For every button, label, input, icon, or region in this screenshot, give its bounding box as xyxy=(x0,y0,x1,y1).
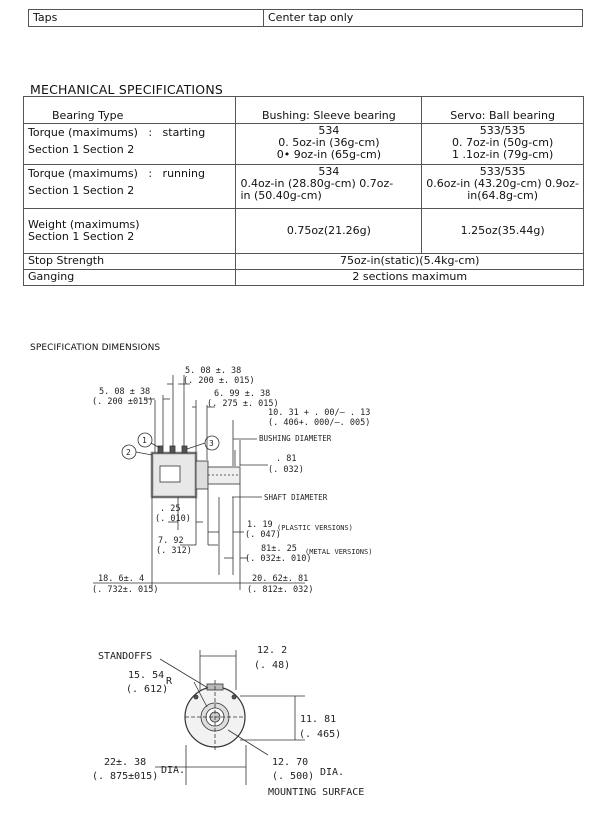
weight-sleeve: 0.75oz(21.26g) xyxy=(236,209,422,254)
mechanical-table xyxy=(23,96,584,286)
header-ball: Servo: Ball bearing xyxy=(422,97,584,124)
cell-line: 0. 5oz-in (36g-cm) xyxy=(278,136,380,149)
dim-label: (. 612) xyxy=(126,684,169,695)
header-bearing-type: Bearing Type xyxy=(24,97,236,124)
cell-line: in(64.8g-cm) xyxy=(467,189,539,202)
dim-label: (. 500) xyxy=(272,771,315,782)
terminal-1-label: 1 xyxy=(142,436,147,445)
mounting-surface-label: MOUNTING SURFACE xyxy=(268,787,365,798)
header-sleeve: Bushing: Sleeve bearing xyxy=(236,97,422,124)
stop-label: Stop Strength xyxy=(24,254,236,270)
ganging-value: 2 sections maximum xyxy=(236,270,584,286)
bushing-diameter-label: BUSHING DIAMETER xyxy=(259,434,332,443)
dim-label: 5. 08 ± 38 xyxy=(99,387,151,397)
dim-label: DIA. xyxy=(320,767,345,778)
terminal-2-label: 2 xyxy=(126,448,131,457)
cell-line: 534 xyxy=(318,124,340,137)
table-row xyxy=(24,165,584,209)
row-label: Torque (maximums) : running xyxy=(28,167,205,180)
stop-value: 75oz-in(static)(5.4kg-cm) xyxy=(236,254,584,270)
shaft xyxy=(208,467,240,484)
dim-label: 7. 92 xyxy=(158,536,184,546)
dim-label: (. 406+. 000/–. 005) xyxy=(268,418,371,428)
dim-label: (. 875±015) xyxy=(92,771,159,782)
dim-label: 1. 19 xyxy=(247,520,273,530)
dim-label: (. 465) xyxy=(299,729,342,740)
dim-label: 18. 6±. 4 xyxy=(98,574,145,584)
dim-label: . 81 xyxy=(276,454,297,464)
terminal-3-label: 3 xyxy=(209,439,214,448)
dim-label: (. 047) xyxy=(245,530,281,540)
metal-versions-label: (METAL VERSIONS) xyxy=(305,548,373,556)
table-header-row xyxy=(24,97,584,124)
taps-value: Center tap only xyxy=(264,10,583,27)
row-sublabel: Section 1 Section 2 xyxy=(28,184,135,197)
dim-label: 11. 81 xyxy=(300,714,337,725)
shaft-diameter-label: SHAFT DIAMETER xyxy=(264,493,328,502)
bushing xyxy=(196,461,208,489)
table-row xyxy=(24,254,584,270)
row-label: Weight (maximums) xyxy=(28,218,140,231)
torque-run-sleeve xyxy=(236,165,422,209)
dim-label: 20. 62±. 81 xyxy=(252,574,309,584)
plastic-versions-label: (PLASTIC VERSIONS) xyxy=(277,524,353,532)
torque-run-ball xyxy=(422,165,584,209)
standoffs-label: STANDOFFS xyxy=(98,651,153,662)
dim-label: (. 200 ±. 015) xyxy=(183,376,255,386)
dim-label: (. 48) xyxy=(254,660,291,671)
table-row xyxy=(29,10,583,27)
cell-line: 533/535 xyxy=(479,124,526,137)
taps-label: Taps xyxy=(29,10,264,27)
dim-label: (. 732±. 015) xyxy=(92,585,159,595)
dim-label: 12. 2 xyxy=(257,645,288,656)
section-title: MECHANICAL SPECIFICATIONS xyxy=(30,82,224,97)
dim-label: 22±. 38 xyxy=(104,757,147,768)
cell-line: 0.4oz-in (28.80g-cm) 0.7oz- xyxy=(240,177,394,190)
row-sublabel: Section 1 Section 2 xyxy=(28,143,135,156)
cell-line: in (50.40g-cm) xyxy=(240,189,322,202)
dim-label: DIA. xyxy=(161,765,186,776)
cell-line: 0.6oz-in (43.20g-cm) 0.9oz- xyxy=(426,177,579,190)
weight-label xyxy=(24,209,236,254)
dim-label: (. 312) xyxy=(156,546,192,556)
torque-start-label xyxy=(24,124,236,165)
dim-label: 15. 54 xyxy=(128,670,165,681)
dim-label: (. 032) xyxy=(268,465,304,475)
row-label: Torque (maximums) : starting xyxy=(28,126,206,139)
taps-table xyxy=(28,9,583,27)
dim-label: 81±. 25 xyxy=(261,544,297,554)
dim-label: 10. 31 + . 00/– . 13 xyxy=(268,408,371,418)
dim-label: . 25 xyxy=(160,504,181,514)
cell-line: 0. 7oz-in (50g-cm) xyxy=(451,136,554,149)
table-row xyxy=(24,270,584,286)
dim-label: 6. 99 ±. 38 xyxy=(214,389,271,399)
dim-label: R xyxy=(166,676,173,687)
ganging-label: Ganging xyxy=(24,270,236,286)
dim-label: (. 275 ±. 015) xyxy=(207,399,279,409)
dimensions-title: SPECIFICATION DIMENSIONS xyxy=(30,343,161,353)
dim-label: (. 200 ±015) xyxy=(92,397,154,407)
torque-start-sleeve xyxy=(236,124,422,165)
dim-label: (. 032±. 010) xyxy=(245,554,312,564)
torque-start-ball xyxy=(422,124,584,165)
torque-run-label xyxy=(24,165,236,209)
cell-line: 533/535 xyxy=(479,165,526,178)
dim-label: (. 010) xyxy=(155,514,191,524)
cell-line: 534 xyxy=(318,165,340,178)
dimension-drawing xyxy=(0,355,604,815)
dim-label: (. 812±. 032) xyxy=(247,585,314,595)
cell-line: 0• 9oz-in (65g-cm) xyxy=(276,148,381,161)
weight-ball: 1.25oz(35.44g) xyxy=(422,209,584,254)
dim-label: 12. 70 xyxy=(272,757,309,768)
dim-label: 5. 08 ±. 38 xyxy=(185,366,242,376)
table-row xyxy=(24,124,584,165)
cell-line: 1 .1oz-in (79g-cm) xyxy=(451,148,554,161)
table-row xyxy=(24,209,584,254)
row-sublabel: Section 1 Section 2 xyxy=(28,230,135,243)
